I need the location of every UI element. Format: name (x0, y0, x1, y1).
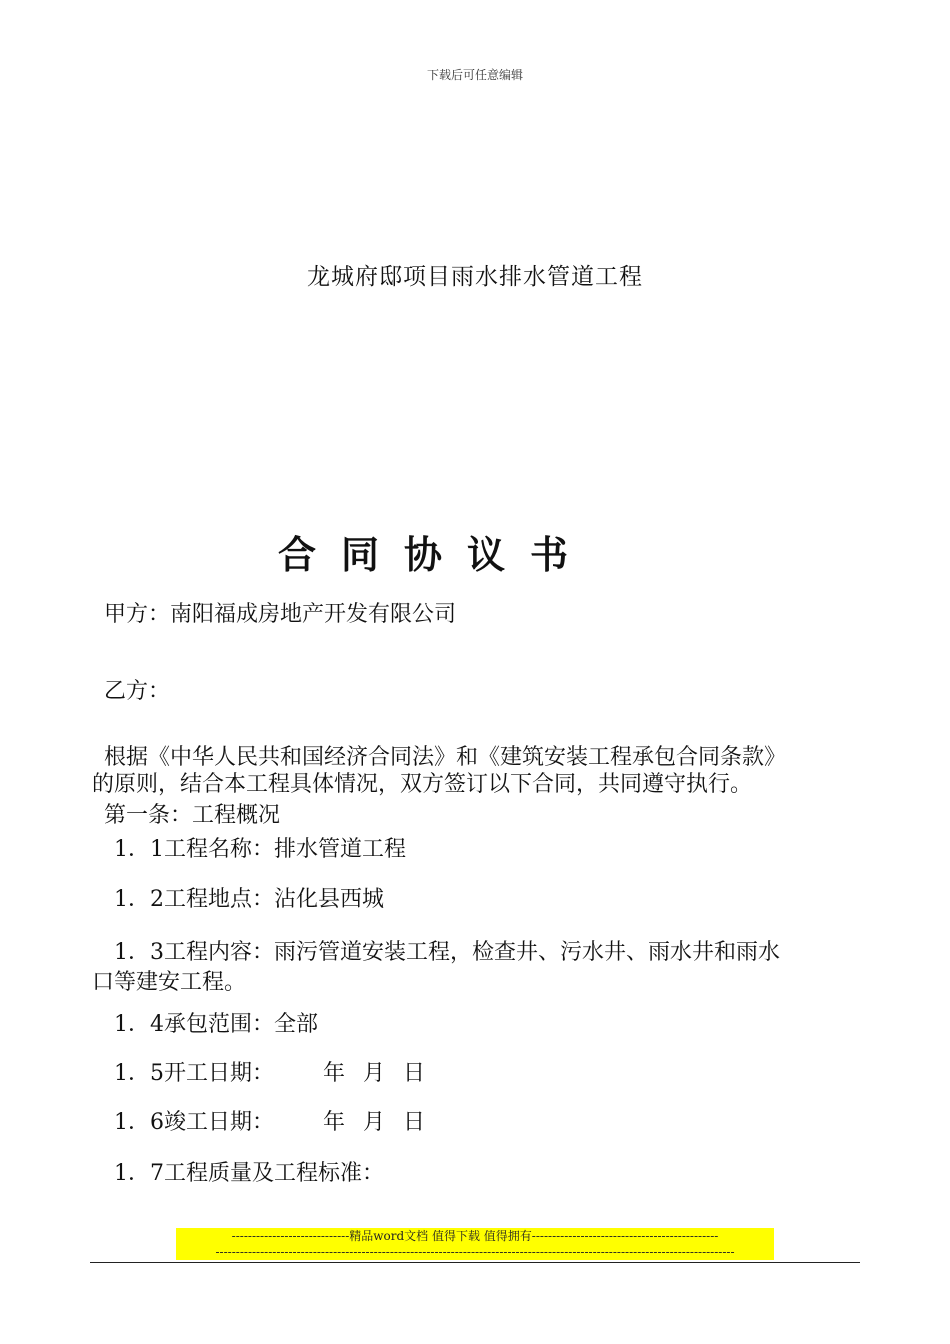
start-date-label: 1．5开工日期： (114, 1061, 274, 1086)
footer-banner-line-2: -------------------------------------------------------------------------------------------------------------------------------- (215, 1245, 735, 1259)
completion-year-unit: 年 (322, 1110, 345, 1135)
article-1-heading: 第一条：工程概况 (104, 803, 281, 828)
start-day-unit: 日 (402, 1061, 425, 1086)
party-a: 甲方：南阳福成房地产开发有限公司 (104, 602, 457, 627)
footer-banner-line-1: -----------------------------精品word文档 值得下载 值得拥有---------------------------------------------- (231, 1229, 719, 1243)
item-1-6 (114, 1105, 434, 1136)
party-b: 乙方： (104, 679, 171, 704)
footer-divider (90, 1262, 860, 1263)
item-1-4: 1．4承包范围：全部 (114, 1012, 318, 1037)
item-1-7: 1．7工程质量及工程标准： (114, 1161, 384, 1186)
project-title: 龙城府邸项目雨水排水管道工程 (307, 264, 643, 290)
intro-line-1: 根据《中华人民共和国经济合同法》和《建筑安装工程承包合同条款》 (104, 745, 787, 770)
completion-date-label: 1．6竣工日期： (114, 1110, 274, 1135)
item-1-3 (92, 932, 862, 1004)
footer-banner (176, 1228, 774, 1260)
intro-line-2: 的原则，结合本工程具体情况，双方签订以下合同，共同遵守执行。 (92, 772, 753, 797)
page-header: 下载后可任意编辑 (426, 68, 523, 82)
item-1-2: 1．2工程地点：沾化县西城 (114, 887, 384, 912)
completion-day-unit: 日 (402, 1110, 425, 1135)
start-year-unit: 年 (322, 1061, 345, 1086)
item-1-3-line-1: 1．3工程内容：雨污管道安装工程，检查井、污水井、雨水井和雨水 (114, 940, 780, 965)
item-1-3-line-2: 口等建安工程。 (92, 970, 247, 995)
completion-month-unit: 月 (362, 1110, 385, 1135)
item-1-1: 1．1工程名称：排水管道工程 (114, 837, 406, 862)
intro-paragraph (92, 744, 862, 798)
item-1-5 (114, 1056, 434, 1087)
start-month-unit: 月 (362, 1061, 385, 1086)
document-title: 合同协议书 (278, 533, 594, 577)
